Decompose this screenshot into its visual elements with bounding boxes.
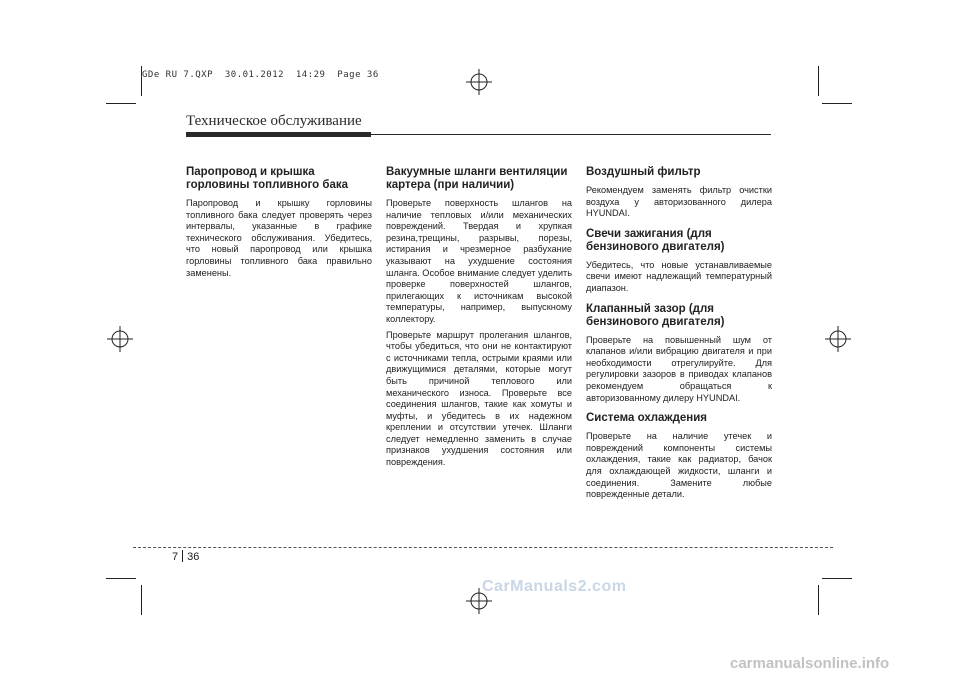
column-1 (186, 166, 372, 287)
section-title: Система охлаждения (586, 412, 708, 425)
crop-mark (106, 578, 136, 579)
section-paragraph: Проверьте на наличие утечек и повреждений компоненты системы охлаждения, такие как радиатор, бачок для охлаждающей жидкости, шланги и соединения. Замените любые поврежденные детали. (586, 431, 772, 500)
chapter-number: 7 (172, 551, 179, 563)
registration-mark-icon (107, 326, 133, 352)
section (586, 166, 772, 220)
section-title: Паропровод и крышка горловины топливного бака (186, 166, 349, 191)
section (586, 412, 772, 501)
section-title: Вакуумные шланги вентиляции картера (при наличии) (386, 166, 568, 191)
crop-mark (141, 66, 142, 96)
crop-mark (822, 578, 852, 579)
column-3 (586, 166, 772, 509)
registration-mark-icon (466, 69, 492, 95)
header-rule (371, 134, 771, 135)
section-paragraph: Паропровод и крышку горловины топливного бака следует проверять через интервалы, указанные в графике технического обслуживания. Убедитесь, что новый паропровод или крышка горловины топливного бака правильно заменены. (186, 198, 372, 278)
section-paragraph: Рекомендуем заменять фильтр очистки воздуха у авторизованного дилера HYUNDAI. (586, 185, 772, 219)
section-header: Техническое обслуживание (186, 113, 362, 129)
section-paragraph: Проверьте маршрут пролегания шлангов, чтобы убедиться, что они не контактируют с источниками тепла, острыми краями или движущимися деталями, которые могут быть причиной теплового или механического износа. Проверьте все соединения шлангов, такие как хомуты и муфты, и убедитесь в их надежном креплении и отсутствии утечек. Шланги следует немедленно заменить в случае признаков ухудшения состояния или повреждения. (386, 329, 572, 468)
crop-mark (822, 103, 852, 104)
section (586, 228, 772, 295)
watermark-top: CarManuals2.com (482, 578, 627, 595)
crop-mark (141, 585, 142, 615)
section (586, 303, 772, 405)
footer-divider (133, 547, 833, 548)
header-bar (186, 132, 371, 137)
section-title: Воздушный фильтр (586, 166, 701, 178)
crop-mark (106, 103, 136, 104)
watermark-bottom: carmanualsonline.info (730, 655, 890, 672)
page-number-separator (182, 550, 183, 562)
section-title: Клапанный зазор (для бензинового двигателя) (586, 302, 725, 328)
page-number-value: 36 (187, 551, 200, 563)
section-paragraph: Проверьте на повышенный шум от клапанов и/или вибрацию двигателя и при необходимости отрегулируйте. Для регулировки зазоров в приводах клапанов рекомендуем обращаться к авторизованному дилеру HYUNDAI. (586, 334, 772, 403)
section (186, 166, 372, 279)
section-paragraph: Проверьте поверхность шлангов на наличие тепловых и/или механических повреждений. Твердая и хрупкая резина,трещины, разрывы, порезы, истирания и чрезмерное разбухание указывают на ухудшение состояния шланга. Особое внимание следует уделить проверке поверхностей шлангов, прилегающих к источникам высокой температуры, например, выпускному коллектору. (386, 198, 572, 324)
crop-mark (818, 585, 819, 615)
column-2 (386, 166, 572, 477)
section-paragraph: Убедитесь, что новые устанавливаемые свечи имеют надлежащий температурный диапазон. (586, 259, 772, 293)
page-number (172, 550, 199, 563)
registration-mark-icon (825, 326, 851, 352)
section (386, 166, 572, 469)
print-slug: GDe RU 7.QXP 30.01.2012 14:29 Page 36 (142, 70, 379, 80)
section-title: Свечи зажигания (для бензинового двигателя) (586, 227, 725, 253)
crop-mark (818, 66, 819, 96)
